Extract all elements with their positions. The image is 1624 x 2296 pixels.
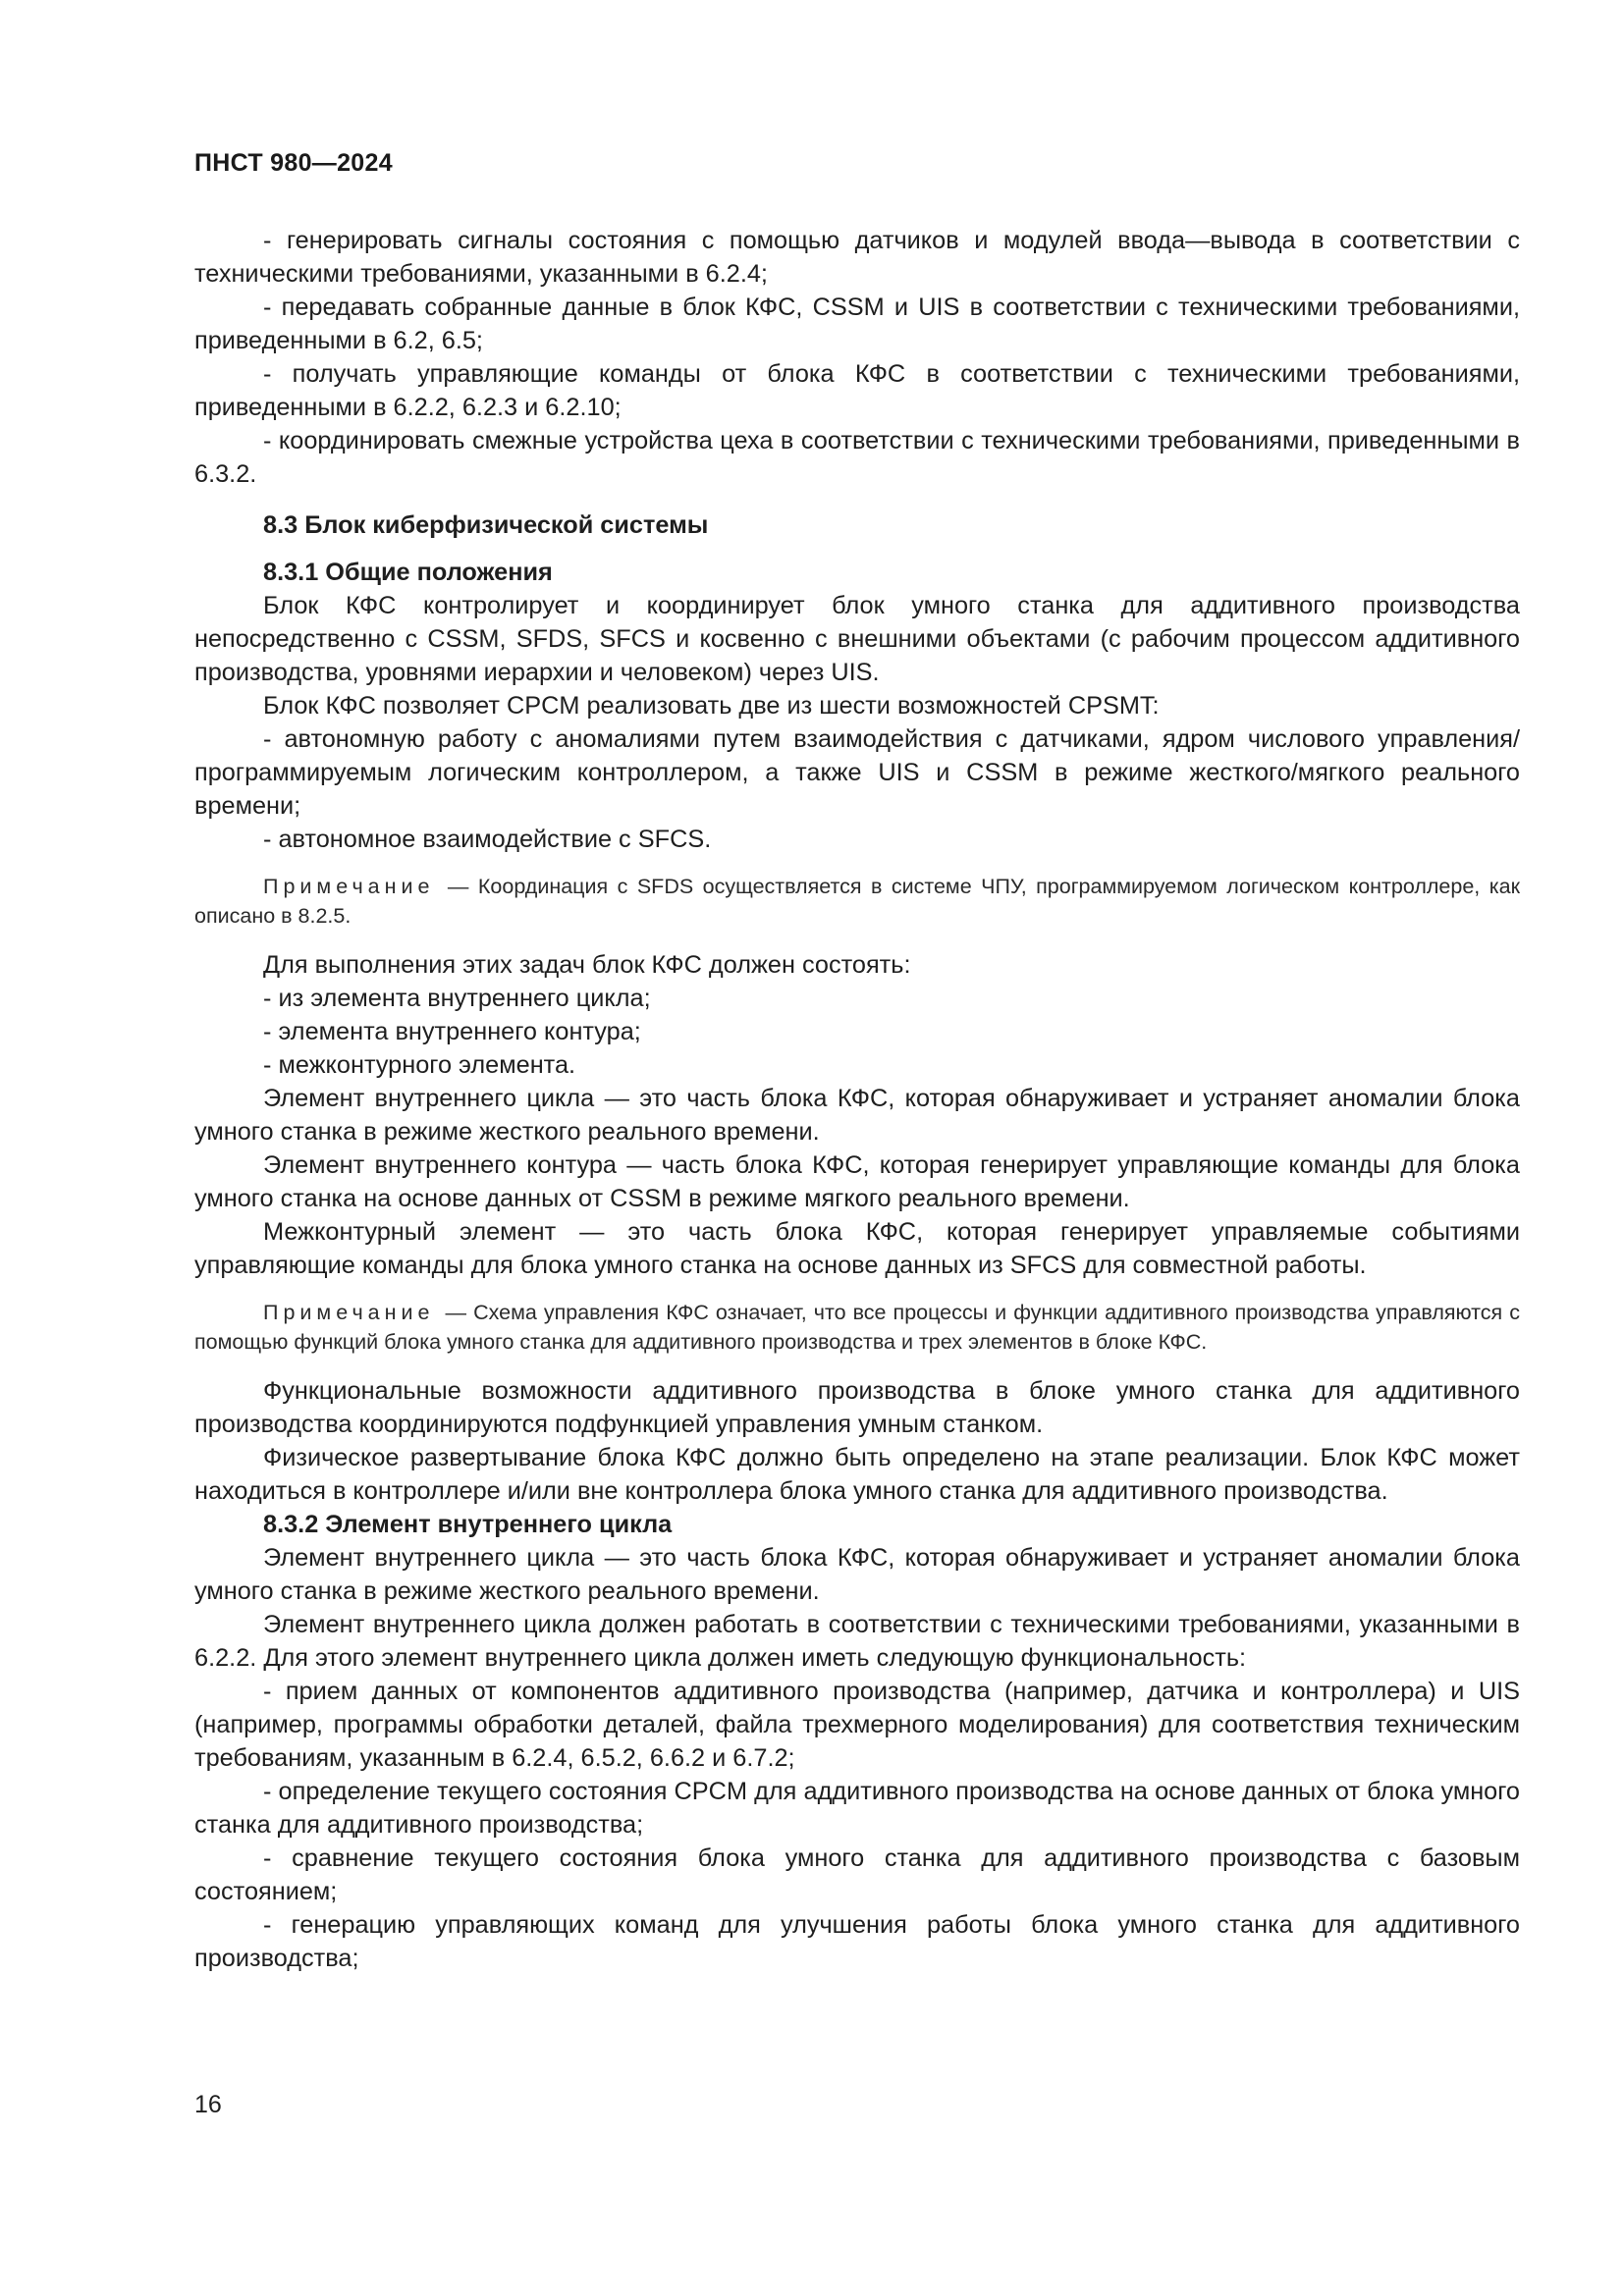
paragraph: Функциональные возможности аддитивного производства в блоке умного станка для аддитивного производства координируются подфункцией управления умным станком. [194, 1377, 1520, 1438]
paragraph: Элемент внутреннего цикла — это часть блока КФС, которая обнаруживает и устраняет аномалии блока умного станка в режиме жесткого реального времени. [194, 1085, 1520, 1146]
note-text: — Координация с SFDS осуществляется в системе ЧПУ, программируемом логическом контроллере, как описано в 8.2.5. [194, 875, 1520, 928]
note-label: Примечание [263, 875, 435, 898]
list-item: - генерировать сигналы состояния с помощью датчиков и модулей ввода—вывода в соответствии с техническими требованиями, указанными в 6.2.4; [194, 227, 1520, 288]
section-heading: 8.3 Блок киберфизической системы [263, 511, 709, 539]
subsection-heading: 8.3.2 Элемент внутреннего цикла [263, 1511, 673, 1538]
paragraph: Элемент внутреннего цикла — это часть блока КФС, которая обнаруживает и устраняет аномалии блока умного станка в режиме жесткого реального времени. [194, 1544, 1520, 1605]
list-item: - генерацию управляющих команд для улучшения работы блока умного станка для аддитивного производства; [194, 1911, 1520, 1972]
list-item: - определение текущего состояния CPCM для аддитивного производства на основе данных от блока умного станка для аддитивного производства; [194, 1778, 1520, 1839]
paragraph: Блок КФС позволяет CPCM реализовать две из шести возможностей CPSMT: [263, 692, 1160, 720]
paragraph: Физическое развертывание блока КФС должно быть определено на этапе реализации. Блок КФС может находиться в контроллере и/или вне контроллера блока умного станка для аддитивного производства. [194, 1444, 1520, 1505]
list-item: - прием данных от компонентов аддитивного производства (например, датчика и контроллера) и UIS (например, программы обработки деталей, файла трехмерного моделирования) для соответствия техническим требованиям, указанным в 6.2.4, 6.5.2, 6.6.2 и 6.7.2; [194, 1678, 1520, 1772]
list-item: - автономное взаимодействие с SFCS. [263, 826, 712, 853]
subsection-heading: 8.3.1 Общие положения [263, 559, 553, 586]
note-text: — Схема управления КФС означает, что все процессы и функции аддитивного производства управляются с помощью функций блока умного станка для аддитивного производства и трех элементов в блоке КФС. [194, 1301, 1520, 1354]
list-item: - элемента внутреннего контура; [263, 1018, 641, 1045]
note [194, 872, 1520, 931]
paragraph: Элемент внутреннего контура — часть блока КФС, которая генерирует управляющие команды для блока умного станка на основе данных от CSSM в режиме мягкого реального времени. [194, 1151, 1520, 1212]
note-label: Примечание [263, 1301, 435, 1324]
page-number: 16 [194, 2091, 222, 2118]
list-item: - автономную работу с аномалиями путем взаимодействия с датчиками, ядром числового управления/программируемым логическим контроллером, а также UIS и CSSM в режиме жесткого/мягкого реального времени; [194, 725, 1520, 820]
list-item: - из элемента внутреннего цикла; [263, 985, 651, 1012]
paragraph: Блок КФС контролирует и координирует блок умного станка для аддитивного производства непосредственно с CSSM, SFDS, SFCS и косвенно с внешними объектами (с рабочим процессом аддитивного производства, уровнями иерархии и человеком) через UIS. [194, 592, 1520, 686]
paragraph: Элемент внутреннего цикла должен работать в соответствии с техническими требованиями, указанными в 6.2.2. Для этого элемент внутреннего цикла должен иметь следующую функциональность: [194, 1611, 1520, 1672]
note [194, 1298, 1520, 1357]
list-item: - межконтурного элемента. [263, 1051, 576, 1079]
list-item: - получать управляющие команды от блока КФС в соответствии с техническими требованиями, приведенными в 6.2.2, 6.2.3 и 6.2.10; [194, 360, 1520, 421]
paragraph: Для выполнения этих задач блок КФС должен состоять: [263, 951, 911, 979]
paragraph: Межконтурный элемент — это часть блока КФС, которая генерирует управляемые событиями управляющие команды для блока умного станка на основе данных из SFCS для совместной работы. [194, 1218, 1520, 1279]
list-item: - передавать собранные данные в блок КФС, CSSM и UIS в соответствии с техническими требованиями, приведенными в 6.2, 6.5; [194, 294, 1520, 354]
list-item: - сравнение текущего состояния блока умного станка для аддитивного производства с базовым состоянием; [194, 1844, 1520, 1905]
list-item: - координировать смежные устройства цеха в соответствии с техническими требованиями, приведенными в 6.3.2. [194, 427, 1520, 488]
document-header: ПНСТ 980—2024 [194, 149, 393, 177]
page-body [194, 224, 1520, 1975]
